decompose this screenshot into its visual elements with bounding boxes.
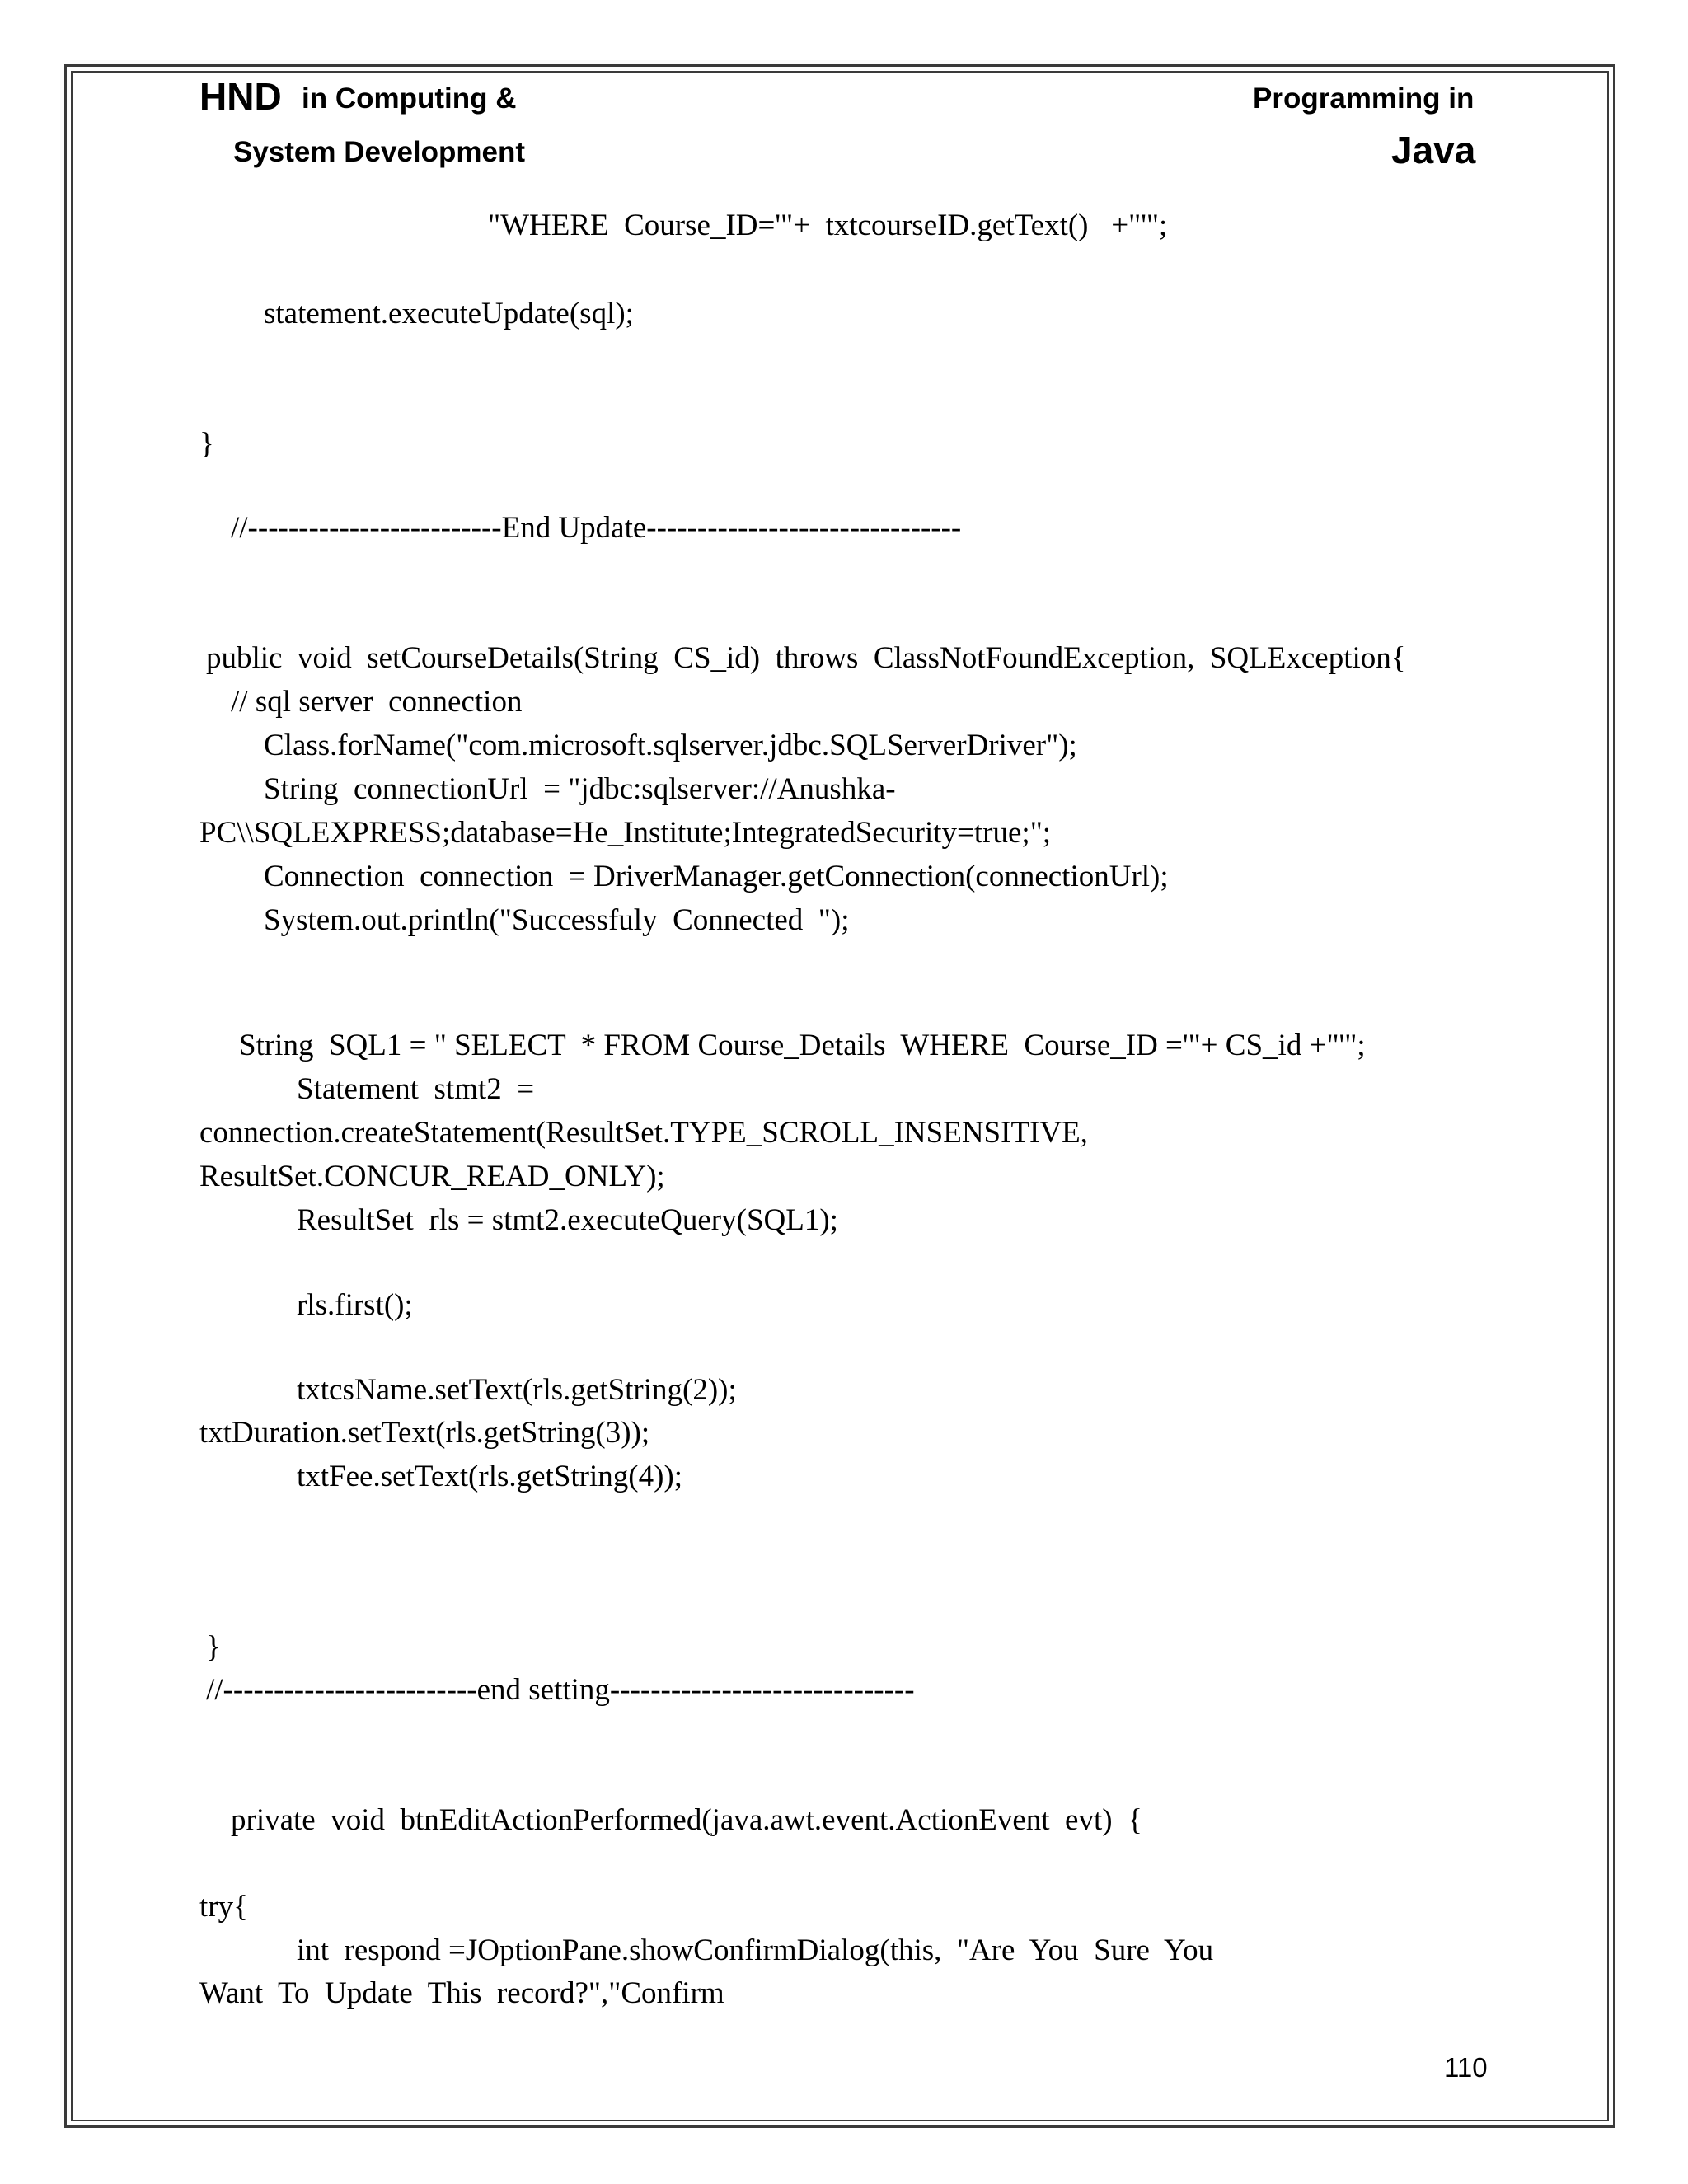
code-line: Want To Update This record?","Confirm bbox=[199, 1976, 724, 2010]
code-line: ResultSet rls = stmt2.executeQuery(SQL1); bbox=[297, 1203, 838, 1237]
header-course-line2: System Development bbox=[233, 136, 526, 168]
code-line: System.out.println("Successfuly Connected "); bbox=[264, 903, 850, 937]
header-hnd: HND bbox=[199, 75, 282, 118]
code-comment: // sql server connection bbox=[231, 685, 523, 719]
code-line: String connectionUrl = "jdbc:sqlserver://Anushka- bbox=[264, 772, 896, 806]
code-line: rls.first(); bbox=[297, 1288, 413, 1322]
code-line: connection.createStatement(ResultSet.TYPE_SCROLL_INSENSITIVE, bbox=[199, 1116, 1088, 1150]
code-line: ResultSet.CONCUR_READ_ONLY); bbox=[199, 1160, 665, 1193]
code-line: } bbox=[199, 427, 214, 461]
code-line: public void setCourseDetails(String CS_id) throws ClassNotFoundException, SQLException{ bbox=[206, 641, 1406, 675]
code-line: txtDuration.setText(rls.getString(3)); bbox=[199, 1416, 650, 1450]
code-line: try{ bbox=[199, 1890, 248, 1924]
header-subject-line1: Programming in bbox=[1253, 82, 1475, 115]
header-subject-line2: Java bbox=[1391, 129, 1476, 171]
code-comment: //-------------------------End Update------------------------------- bbox=[231, 511, 962, 545]
code-line: txtFee.setText(rls.getString(4)); bbox=[297, 1460, 683, 1493]
code-line: private void btnEditActionPerformed(java.awt.event.ActionEvent evt) { bbox=[231, 1803, 1142, 1837]
code-line: int respond =JOptionPane.showConfirmDialog(this, "Are You Sure You bbox=[297, 1933, 1214, 1967]
code-line: Class.forName("com.microsoft.sqlserver.jdbc.SQLServerDriver"); bbox=[264, 729, 1077, 762]
code-line: Connection connection = DriverManager.getConnection(connectionUrl); bbox=[264, 860, 1169, 893]
code-line: txtcsName.setText(rls.getString(2)); bbox=[297, 1373, 737, 1407]
code-line: "WHERE Course_ID='"+ txtcourseID.getText() +"'"; bbox=[488, 209, 1168, 242]
code-line: PC\\SQLEXPRESS;database=He_Institute;IntegratedSecurity=true;"; bbox=[199, 816, 1052, 850]
code-line: Statement stmt2 = bbox=[297, 1072, 535, 1106]
code-comment: //-------------------------end setting------------------------------ bbox=[206, 1673, 915, 1707]
code-line: } bbox=[206, 1630, 221, 1664]
page-number: 110 bbox=[1444, 2052, 1488, 2083]
code-line: statement.executeUpdate(sql); bbox=[264, 297, 634, 330]
code-line: String SQL1 = " SELECT * FROM Course_Details WHERE Course_ID ='"+ CS_id +"'"; bbox=[239, 1029, 1366, 1062]
header-course-line1: in Computing & bbox=[302, 82, 517, 115]
